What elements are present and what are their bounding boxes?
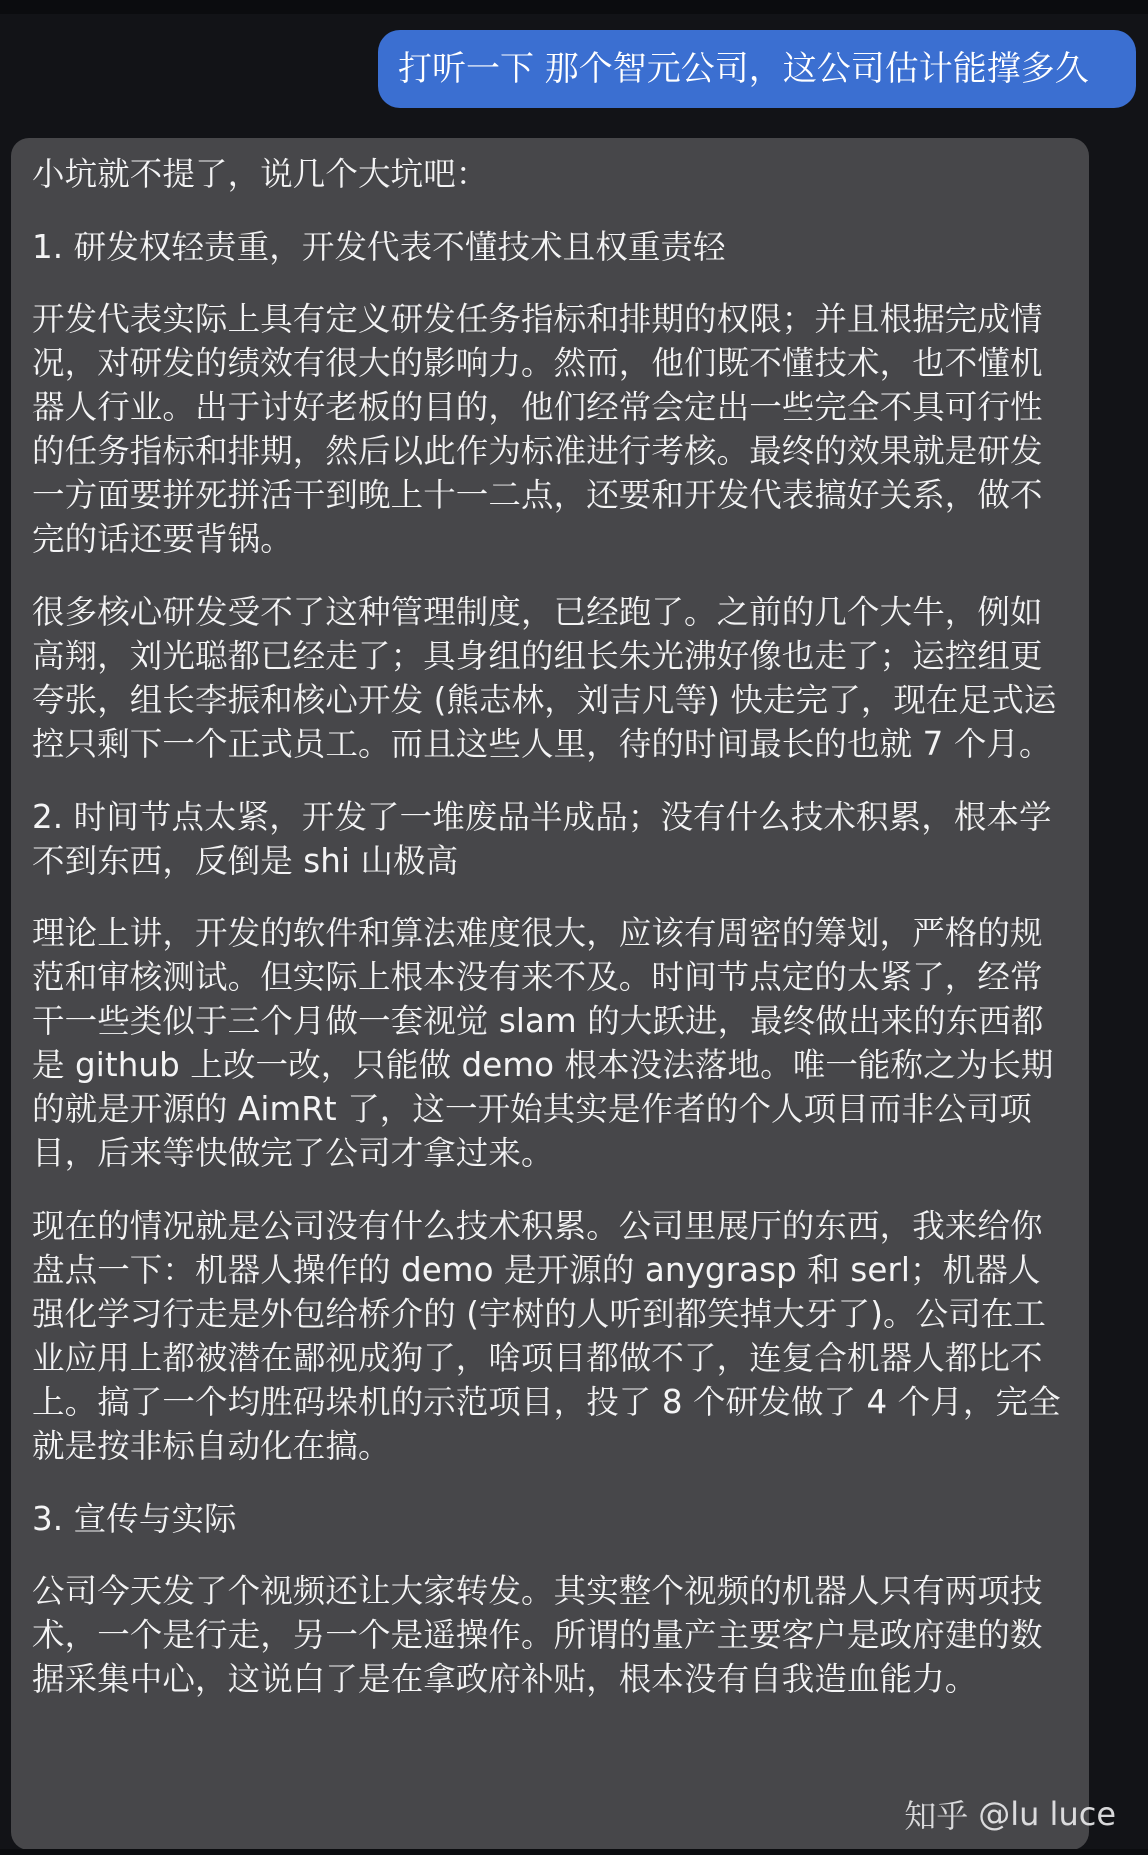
reply-paragraph: 很多核心研发受不了这种管理制度，已经跑了。之前的几个大牛，例如高翔，刘光聪都已经走了；具身组的组长朱光沸好像也走了；运控组更夸张，组长李振和核心开发 (熊志林，刘吉凡等) 快走完了，现在足式运控只剩下一个正式员工。而且这些人里，待的时间最长的也就 7 个月。 bbox=[32, 593, 1057, 763]
reply-message-bubble[interactable] bbox=[11, 138, 1089, 1850]
user-message-text: 打听一下 那个智元公司，这公司估计能撑多久 bbox=[398, 49, 1089, 89]
reply-paragraph: 理论上讲，开发的软件和算法难度很大，应该有周密的筹划，严格的规范和审核测试。但实际上根本没有来不及。时间节点定的太紧了，经常干一些类似于三个月做一套视觉 slam 的大跃进，最终做出来的东西都是 github 上改一改，只能做 demo 根本没法落地。唯一能称之为长期的就是开源的 AimRt 了，这一开始其实是作者的个人项目而非公司项目，后来等快做完了公司才拿过来。 bbox=[32, 914, 1054, 1172]
watermark-site: 知乎 bbox=[904, 1797, 969, 1835]
reply-paragraph: 开发代表实际上具有定义研发任务指标和排期的权限；并且根据完成情况，对研发的绩效有很大的影响力。然而，他们既不懂技术，也不懂机器人行业。出于讨好老板的目的，他们经常会定出一些完全不具可行性的任务指标和排期，然后以此作为标准进行考核。最终的效果就是研发一方面要拼死拼活干到晚上十一二点，还要和开发代表搞好关系，做不完的话还要背锅。 bbox=[32, 300, 1043, 558]
reply-heading-1: 1. 研发权轻责重，开发代表不懂技术且权重责轻 bbox=[32, 228, 726, 266]
user-message-bubble[interactable] bbox=[378, 30, 1136, 108]
top-edge bbox=[0, 0, 1148, 14]
reply-heading-2: 2. 时间节点太紧，开发了一堆废品半成品；没有什么技术积累，根本学不到东西，反倒是 shi 山极高 bbox=[32, 798, 1052, 880]
reply-paragraph: 现在的情况就是公司没有什么技术积累。公司里展厅的东西，我来给你盘点一下：机器人操作的 demo 是开源的 anygrasp 和 serl；机器人强化学习行走是外包给桥介的 (宇树的人听到都笑掉大牙了)。公司在工业应用上都被潜在鄙视成狗了，啥项目都做不了，连复合机器人都比不上。搞了一个均胜码垛机的示范项目，投了 8 个研发做了 4 个月，完全就是按非标自动化在搞。 bbox=[32, 1207, 1061, 1465]
reply-paragraph: 公司今天发了个视频还让大家转发。其实整个视频的机器人只有两项技术，一个是行走，另一个是遥操作。所谓的量产主要客户是政府建的数据采集中心，这说白了是在拿政府补贴，根本没有自我造血能力。 bbox=[32, 1572, 1043, 1698]
reply-intro: 小坑就不提了，说几个大坑吧： bbox=[32, 155, 489, 193]
zhihu-watermark bbox=[904, 1791, 1116, 1837]
bottom-edge bbox=[0, 1849, 1148, 1855]
reply-heading-3: 3. 宣传与实际 bbox=[32, 1500, 237, 1538]
watermark-author: @lu luce bbox=[978, 1795, 1116, 1833]
